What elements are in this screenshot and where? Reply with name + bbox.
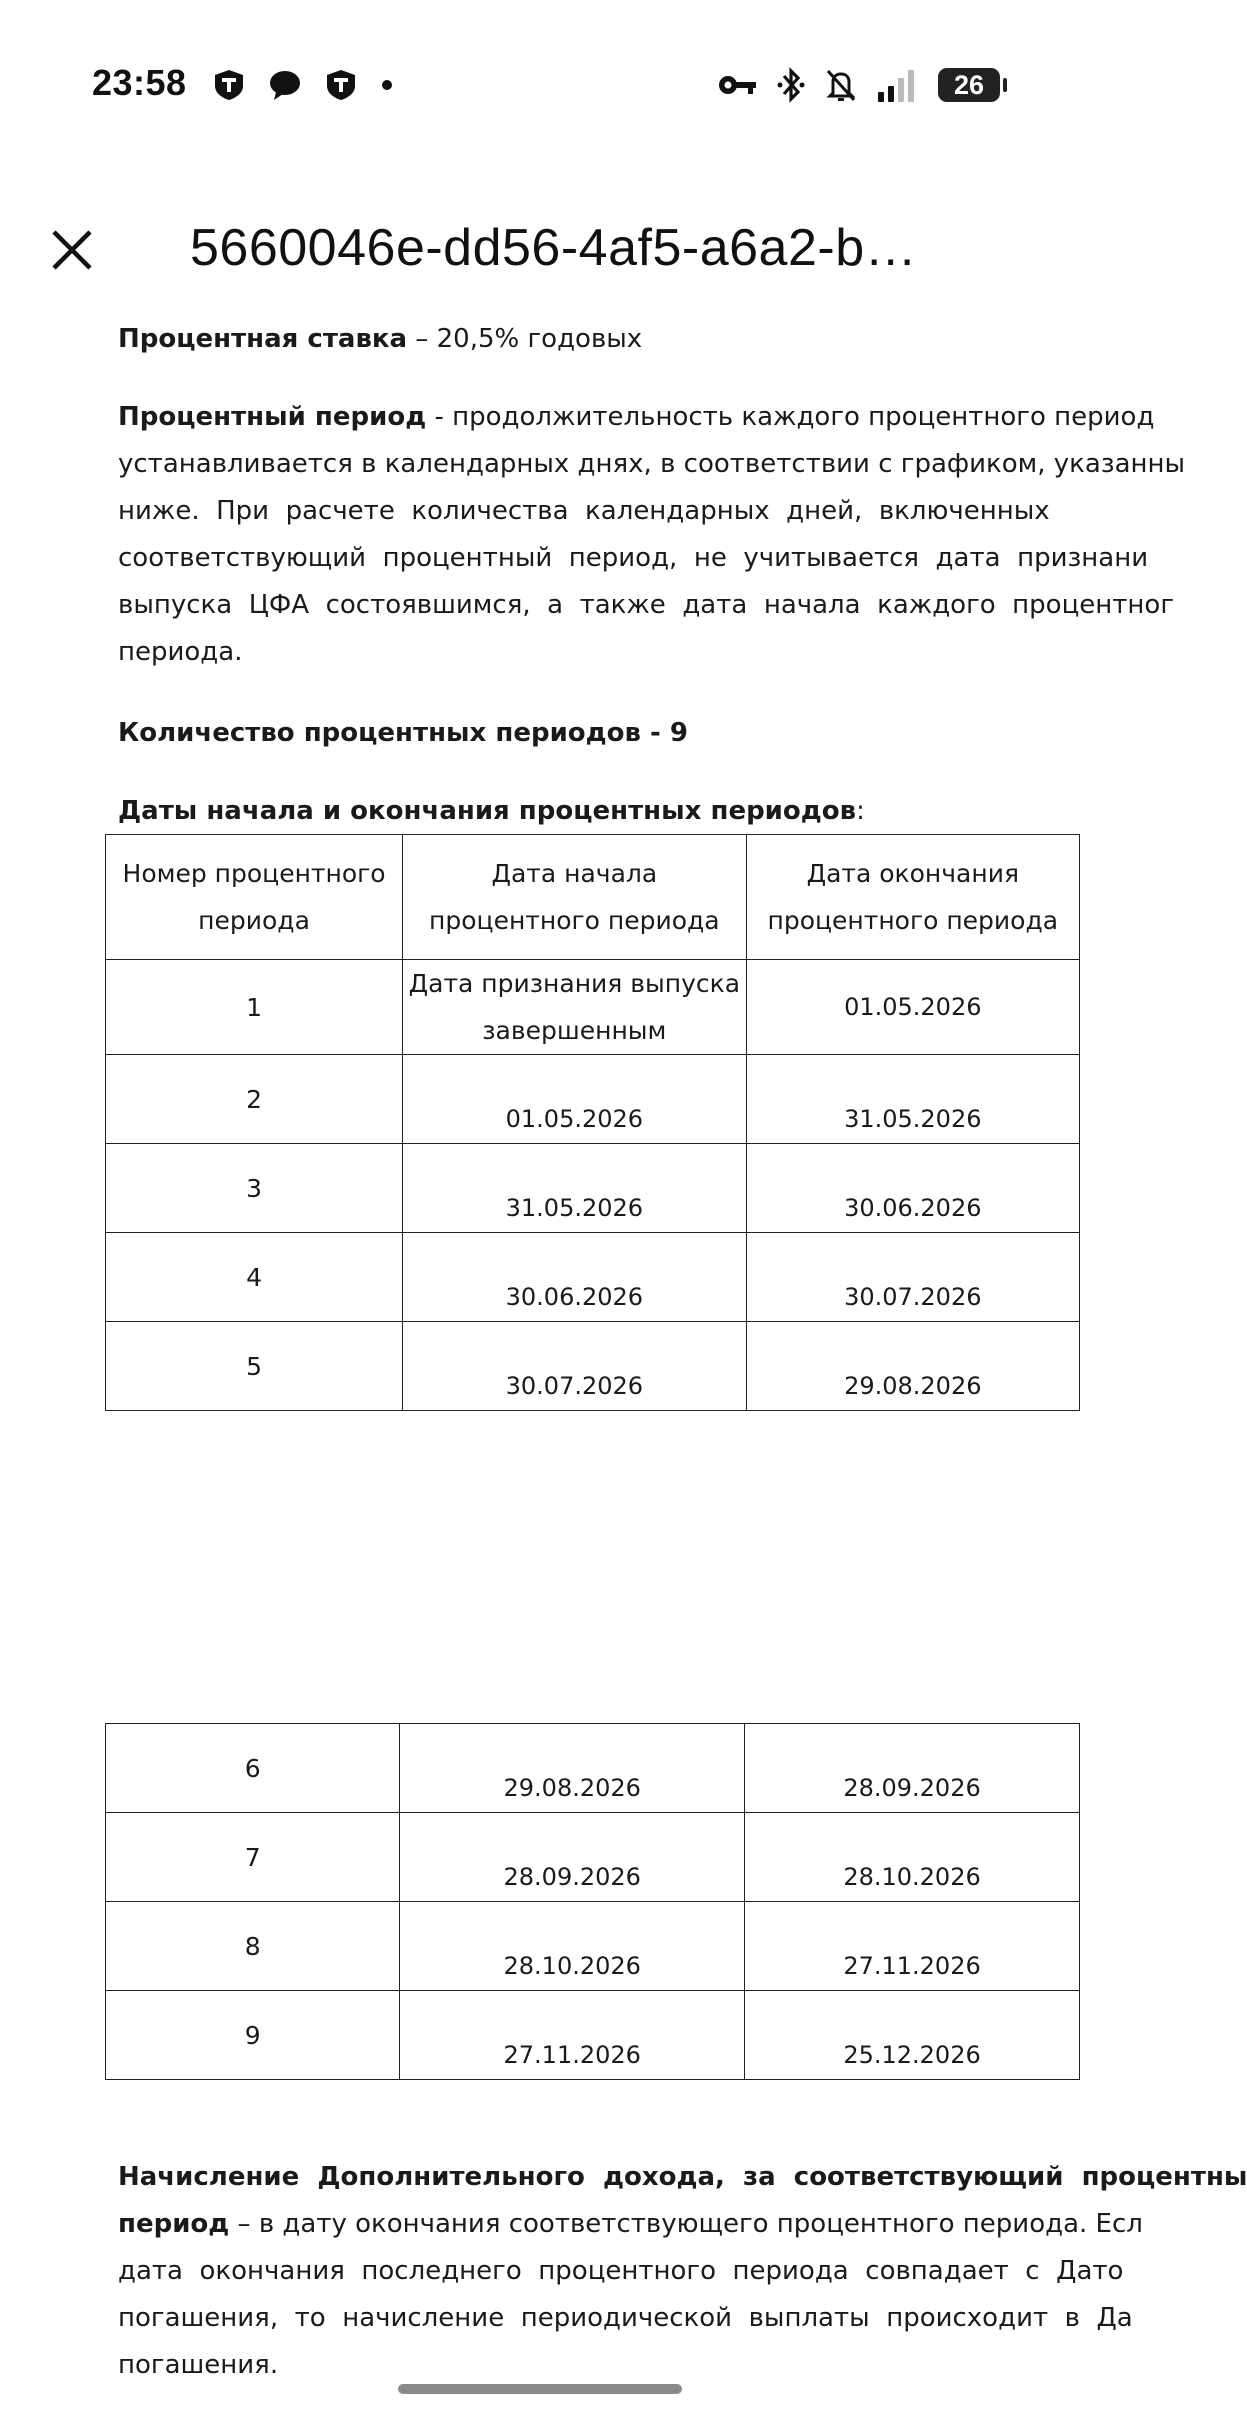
app-bar bbox=[0, 200, 1080, 296]
notification-icons bbox=[212, 68, 394, 102]
home-indicator[interactable] bbox=[398, 2384, 682, 2394]
accrual-line: – в дату окончания соответствующего процентного периода. Есл bbox=[229, 2209, 1143, 2239]
period-number: 1 bbox=[106, 960, 403, 1055]
period-end: 29.08.2026 bbox=[746, 1322, 1079, 1411]
battery-icon: 26 bbox=[938, 68, 1000, 102]
rate-text: – 20,5% годовых bbox=[407, 324, 643, 354]
period-start: 28.10.2026 bbox=[400, 1902, 745, 1991]
period-end: 30.07.2026 bbox=[746, 1233, 1079, 1322]
period-number: 8 bbox=[106, 1902, 400, 1991]
status-bar bbox=[0, 0, 1080, 176]
header-cell: Дата окончания процентного периода bbox=[746, 835, 1079, 960]
signal-icon bbox=[876, 68, 920, 102]
period-start: 30.07.2026 bbox=[403, 1322, 747, 1411]
period-def-line: периода. bbox=[118, 637, 243, 667]
rate-label: Процентная ставка bbox=[118, 324, 408, 354]
period-end: 27.11.2026 bbox=[745, 1902, 1080, 1991]
table-row bbox=[106, 1902, 1080, 1991]
table-row bbox=[106, 1724, 1080, 1813]
period-start: 31.05.2026 bbox=[403, 1144, 747, 1233]
header-cell: Номер процентного периода bbox=[106, 835, 403, 960]
period-number: 5 bbox=[106, 1322, 403, 1411]
table-row bbox=[106, 1144, 1080, 1233]
period-def-line: ниже. При расчете количества календарных дней, включенных bbox=[118, 496, 1067, 526]
period-start: 30.06.2026 bbox=[403, 1233, 747, 1322]
period-start: 27.11.2026 bbox=[400, 1991, 745, 2080]
period-start: Дата признания выпуска завершенным bbox=[403, 960, 747, 1055]
period-end: 01.05.2026 bbox=[746, 960, 1079, 1055]
periods-table-page1 bbox=[105, 834, 1080, 1411]
period-start: 29.08.2026 bbox=[400, 1724, 745, 1813]
period-def-line: устанавливается в календарных днях, в соответствии с графиком, указанны bbox=[118, 449, 1186, 479]
accrual-label: Начисление Дополнительного дохода, за соответствующий процентны bbox=[118, 2162, 1247, 2192]
period-number: 7 bbox=[106, 1813, 400, 1902]
system-icons bbox=[718, 66, 1000, 104]
dates-heading-suffix: : bbox=[856, 796, 865, 826]
dates-heading bbox=[118, 788, 1118, 835]
bluetooth-icon bbox=[776, 66, 806, 104]
period-number: 9 bbox=[106, 1991, 400, 2080]
period-end: 30.06.2026 bbox=[746, 1144, 1079, 1233]
vpn-key-icon bbox=[718, 71, 758, 99]
accrual-paragraph bbox=[118, 2154, 1247, 2389]
table-row bbox=[106, 1055, 1080, 1144]
table-row bbox=[106, 1813, 1080, 1902]
dates-heading-label: Даты начала и окончания процентных периодов bbox=[118, 796, 857, 826]
chat-bubble-icon bbox=[268, 68, 302, 102]
accrual-line: дата окончания последнего процентного периода совпадает с Дато bbox=[118, 2256, 1124, 2286]
period-start: 28.09.2026 bbox=[400, 1813, 745, 1902]
period-number: 3 bbox=[106, 1144, 403, 1233]
table-header-row bbox=[106, 835, 1080, 960]
table-row bbox=[106, 1233, 1080, 1322]
period-number: 6 bbox=[106, 1724, 400, 1813]
period-end: 31.05.2026 bbox=[746, 1055, 1079, 1144]
period-def-line: соответствующий процентный период, не учитывается дата признани bbox=[118, 543, 1149, 573]
period-count-label: Количество процентных периодов - 9 bbox=[118, 718, 688, 748]
period-def-line: выпуска ЦФА состоявшимся, а также дата начала каждого процентног bbox=[118, 590, 1174, 620]
period-number: 4 bbox=[106, 1233, 403, 1322]
table-row bbox=[106, 1991, 1080, 2080]
t-bank-icon bbox=[212, 68, 246, 102]
periods-table-page2 bbox=[105, 1723, 1080, 2080]
period-count-paragraph bbox=[118, 710, 1118, 757]
silent-bell-icon bbox=[824, 67, 858, 103]
period-def-label: Процентный период bbox=[118, 402, 427, 432]
period-end: 28.09.2026 bbox=[745, 1724, 1080, 1813]
table-row bbox=[106, 1322, 1080, 1411]
period-definition-paragraph bbox=[118, 394, 1186, 676]
rate-paragraph bbox=[118, 316, 1118, 363]
period-end: 25.12.2026 bbox=[745, 1991, 1080, 2080]
dot-icon bbox=[380, 78, 394, 92]
t-bank-icon bbox=[324, 68, 358, 102]
table-row bbox=[106, 960, 1080, 1055]
accrual-label: период bbox=[118, 2209, 230, 2239]
header-cell: Дата начала процентного периода bbox=[403, 835, 747, 960]
document-title: 5660046e-dd56-4af5-a6a2-b… bbox=[190, 219, 918, 277]
accrual-line: погашения, то начисление периодической выплаты происходит в Да bbox=[118, 2303, 1133, 2333]
period-def-line: - продолжительность каждого процентного период bbox=[426, 402, 1155, 432]
close-icon[interactable] bbox=[40, 218, 104, 282]
period-number: 2 bbox=[106, 1055, 403, 1144]
period-end: 28.10.2026 bbox=[745, 1813, 1080, 1902]
accrual-line: погашения. bbox=[118, 2350, 279, 2380]
period-start: 01.05.2026 bbox=[403, 1055, 747, 1144]
status-time: 23:58 bbox=[92, 62, 187, 103]
